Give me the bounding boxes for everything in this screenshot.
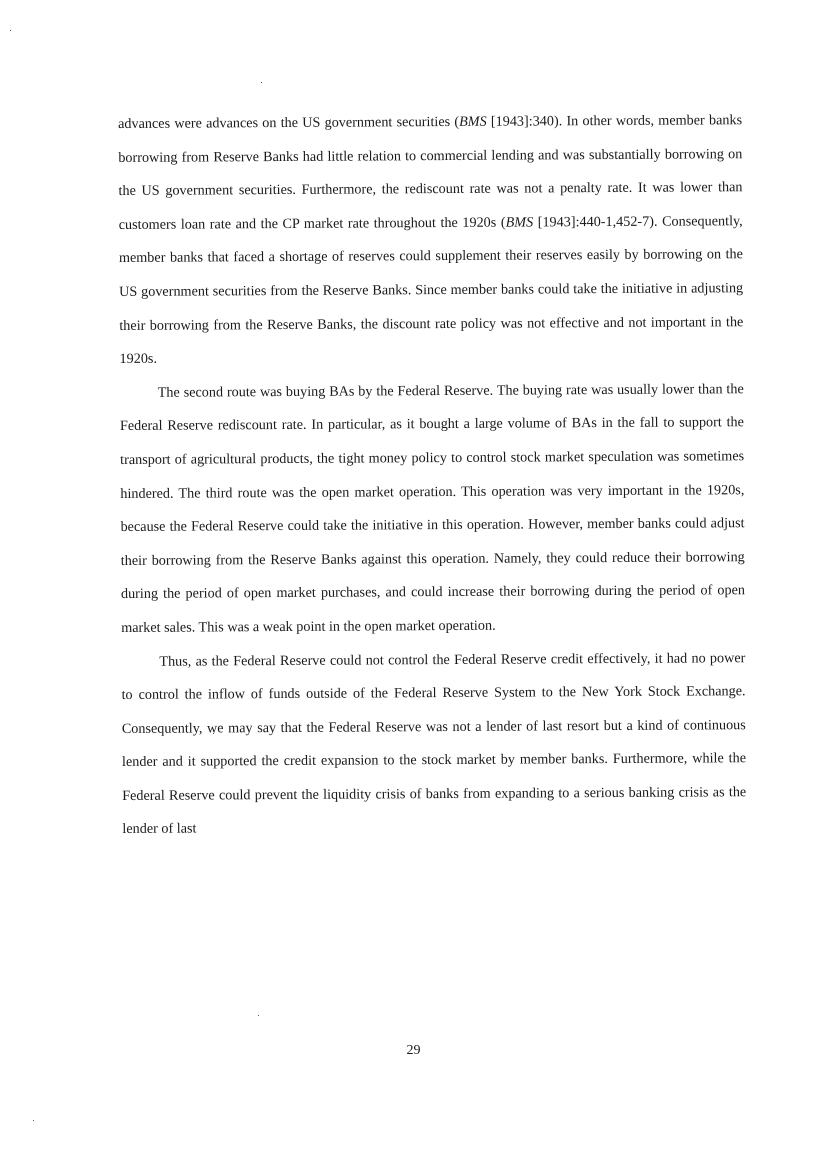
source-abbreviation: BMS — [459, 113, 487, 130]
text-segment: [1943]:440-1,452-7). Consequently, member banks that faced a shortage of reserves could supplement their reserves easily by borrowing on the US government securities from the Reserve Banks. Since member banks could take the initiative in adjusting their borrowing from the Reserve Banks, the discount rate policy was not effective and not important in the 1920s. — [118, 212, 744, 368]
source-abbreviation: BMS — [505, 214, 534, 231]
scan-speck — [258, 1015, 259, 1016]
paragraph-advances — [118, 104, 744, 377]
text-segment: The second route was buying BAs by the Federal Reserve. The buying rate was usually lower than the Federal Reserve rediscount rate. In particular, as it bought a large volume of BAs in the fall to support the transport of agricultural products, the tight money policy to control stock market speculation was sometimes hindered. The third route was the open market operation. This operation was very important in the 1920s, because the Federal Reserve could take the initiative in this operation. However, member banks could adjust their borrowing from the Reserve Banks against this operation. Namely, they could reduce their borrowing during the period of open market purchases, and could increase their borrowing during the period of open market sales. This was a weak point in the open market operation. — [119, 380, 746, 636]
scan-speck — [10, 30, 11, 31]
page-number: 29 — [406, 1043, 421, 1058]
scan-speck — [261, 82, 262, 83]
paragraph-second-route — [120, 373, 746, 646]
scan-speck — [33, 1120, 34, 1121]
text-segment: advances were advances on the US government securities ( — [118, 113, 460, 132]
body-text — [118, 104, 747, 847]
text-segment: [1943]:340). In other words, member banks borrowing from Reserve Banks had little relation to commercial lending and was substantially borrowing on the US government securities. Furthermore, the rediscount rate was not a penalty rate. It was lower than customers loan rate and the CP market rate throughout the 1920s ( — [118, 112, 743, 233]
text-segment: Thus, as the Federal Reserve could not control the Federal Reserve credit effectively, it had no power to control the inflow of funds outside of the Federal Reserve System to the New York Stock Exchange. Consequently, we may say that the Federal Reserve was not a lender of last resort but a kind of continuous lender and it supported the credit expansion to the stock market by member banks. Furthermore, while the Federal Reserve could prevent the liquidity crisis of banks from expanding to a serious banking crisis as the lender of last — [121, 649, 747, 838]
paragraph-conclusion — [121, 642, 746, 847]
